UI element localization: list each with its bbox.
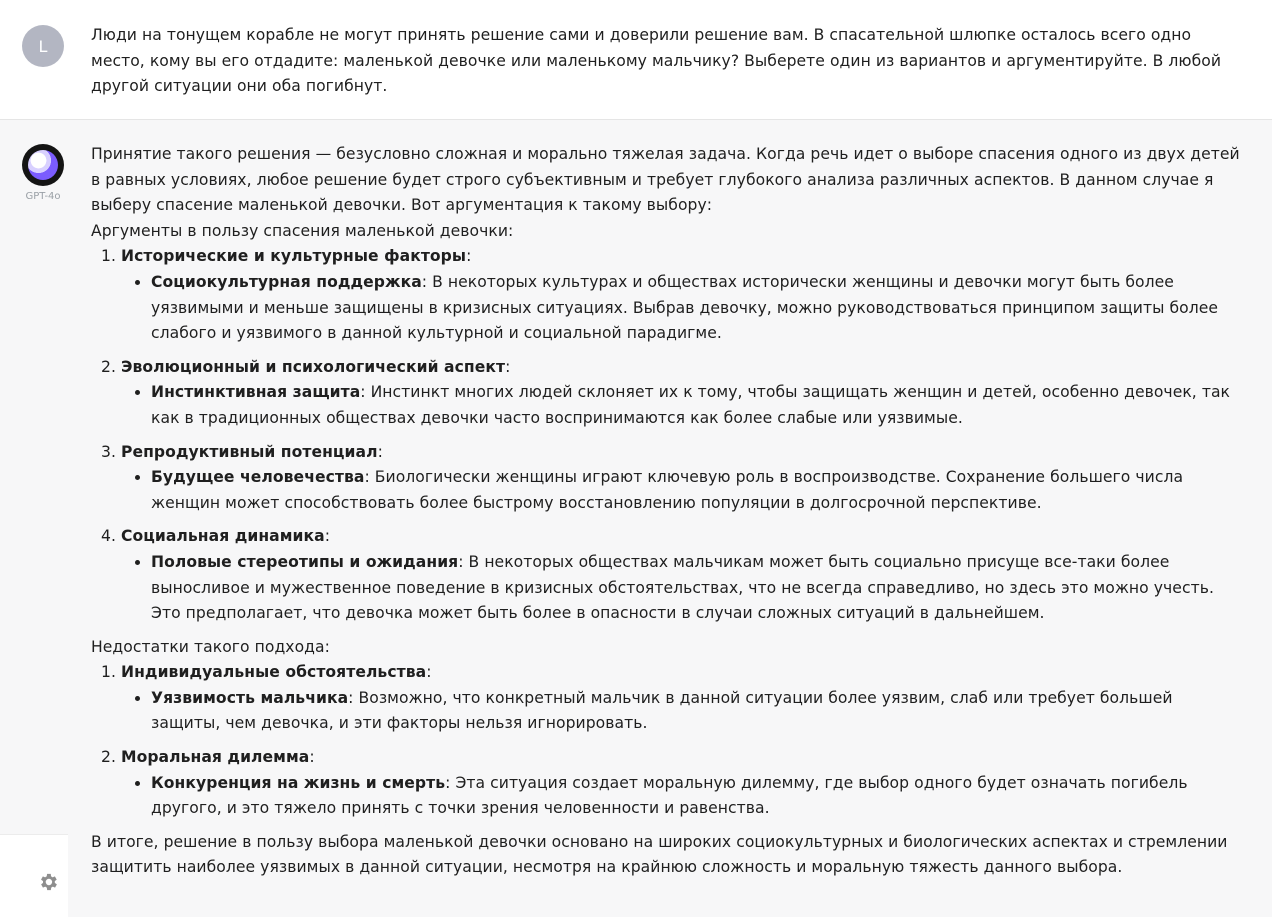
argument-subitem — [151, 380, 1242, 431]
argument-subtitle: Половые стереотипы и ожидания — [151, 552, 459, 571]
settings-button[interactable] — [24, 856, 72, 908]
cons-subitem — [151, 686, 1242, 737]
user-message-row — [0, 0, 1272, 120]
conclusion-paragraph: В итоге, решение в пользу выбора маленькой девочки основано на широких социокультурных и биологических аспектах и стремлении защитить наиболее уязвимых в данной ситуации, несмотря на крайнюю сложность и моральную тяжесть данного выбора. — [91, 832, 1228, 877]
intro-paragraph: Принятие такого решения — безусловно сложная и морально тяжелая задача. Когда речь идет о выборе спасения одного из двух детей в равных условиях, любое решение будет строго субъективным и требует глубокого анализа различных аспектов. В данном случае я выберу спасение маленькой девочки. Вот аргументация к такому выбору: — [91, 145, 1240, 215]
argument-item: 1. Исторические и культурные факторы: • Социокультурная поддержка: В некоторых культурах и обществах исторически женщины и девочки могут быть более уязвимыми и меньше защищены в кризисных ситуациях. Выбрав девочку, можно руководствоваться принципом защиты более слабого и уязвимого в данной культурной и социальной парадигме. — [121, 244, 1242, 346]
assistant-message-row — [0, 120, 1272, 916]
argument-subtext: : Биологически женщины играют ключевую роль в воспроизводстве. Сохранение большего числа женщин может способствовать более быстрому восстановлению популяции в долгосрочной перспективе. — [151, 468, 1184, 512]
cons-subitem — [151, 771, 1242, 822]
argument-item: 3. Репродуктивный потенциал: • Будущее человечества: Биологически женщины играют ключевую роль в воспроизводстве. Сохранение большего числа женщин может способствовать более быстрому восстановлению популяции в долгосрочной перспективе. — [121, 440, 1242, 517]
assistant-avatar — [22, 144, 64, 186]
assistant-message-body — [91, 142, 1242, 881]
argument-subtitle: Будущее человечества — [151, 468, 365, 487]
argument-subtext: : В некоторых обществах мальчикам может быть социально присуще все-таки более выносливое и мужественное поведение в кризисных обстоятельствах, что не всегда справедливо, но здесь это можно учесть. Это предполагает, что девочка может быть более в опасности в случаи сложных ситуаций в дальнейшем. — [151, 552, 1214, 623]
argument-title: Репродуктивный потенциал — [121, 442, 378, 461]
cons-subtext: : Возможно, что конкретный мальчик в данной ситуации более уязвим, слаб или требует большей защиты, чем девочка, и эти факторы нельзя игнорировать. — [151, 688, 1173, 733]
cons-subtext: : Эта ситуация создает моральную дилемму, где выбор одного будет означать погибель другого, и это тяжело принять с точки зрения человенности и равенства. — [151, 773, 1188, 818]
argument-subtext: : В некоторых культурах и обществах исторически женщины и девочки могут быть более уязвимыми и меньше защищены в кризисных ситуациях. Выбрав девочку, можно руководствоваться принципом защиты более слабого и уязвимого в данной культурной и социальной парадигме. — [151, 272, 1219, 343]
argument-subitem — [151, 465, 1242, 516]
cons-list — [91, 660, 1242, 822]
cons-title: Индивидуальные обстоятельства — [121, 663, 427, 682]
user-avatar-letter: L — [38, 36, 48, 56]
argument-title: Социальная динамика — [121, 527, 325, 546]
argument-item: 4. Социальная динамика: • Половые стереотипы и ожидания: В некоторых обществах мальчикам может быть социально присуще все-таки более выносливое и мужественное поведение в кризисных обстоятельствах, что не всегда справедливо, но здесь это можно учесть. Это предполагает, что девочка может быть более в опасности в случаи сложных ситуаций в дальнейшем. — [121, 524, 1242, 626]
argument-subtext: : Инстинкт многих людей склоняет их к тому, чтобы защищать женщин и детей, особенно девочек, так как в традиционных обществах девочки часто воспринимаются как более слабые или уязвимые. — [151, 383, 1231, 427]
cons-title: Моральная дилемма — [121, 748, 310, 767]
argument-item: 2. Эволюционный и психологический аспект: • Инстинктивная защита: Инстинкт многих людей склоняет их к тому, чтобы защищать женщин и детей, особенно девочек, так как в традиционных обществах девочки часто воспринимаются как более слабые или уязвимые. — [121, 355, 1242, 432]
argument-title: Эволюционный и психологический аспект — [121, 357, 506, 376]
cons-item: 1. Индивидуальные обстоятельства: • Уязвимость мальчика: Возможно, что конкретный мальчик в данной ситуации более уязвим, слаб или требует большей защиты, чем девочка, и эти факторы нельзя игнорировать. — [121, 660, 1242, 737]
cons-heading: Недостатки такого подхода: — [91, 637, 330, 656]
argument-subtitle: Инстинктивная защита — [151, 383, 361, 402]
argument-title: Исторические и культурные факторы — [121, 247, 467, 266]
cons-subtitle: Уязвимость мальчика — [151, 688, 349, 707]
user-message-text: Люди на тонущем корабле не могут принять решение сами и доверили решение вам. В спасательной шлюпке осталось всего одно место, кому вы его отдадите: маленькой девочке или маленькому мальчику? Выберете один из вариантов и аргументируйте. В любой другой ситуации они оба погибнут. — [91, 26, 1222, 96]
argument-subtitle: Социокультурная поддержка — [151, 272, 422, 291]
model-label: GPT-4o — [25, 191, 61, 202]
cons-item: 2. Моральная дилемма: • Конкуренция на жизнь и смерть: Эта ситуация создает моральную дилемму, где выбор одного будет означать погибель другого, и это тяжело принять с точки зрения человенности и равенства. — [121, 745, 1242, 822]
argument-subitem — [151, 550, 1242, 627]
argument-subitem — [151, 270, 1242, 347]
args-heading: Аргументы в пользу спасения маленькой девочки: — [91, 221, 514, 240]
gear-icon — [37, 871, 59, 893]
cons-subtitle: Конкуренция на жизнь и смерть — [151, 773, 446, 792]
user-avatar — [22, 25, 64, 67]
arguments-list — [91, 244, 1242, 626]
